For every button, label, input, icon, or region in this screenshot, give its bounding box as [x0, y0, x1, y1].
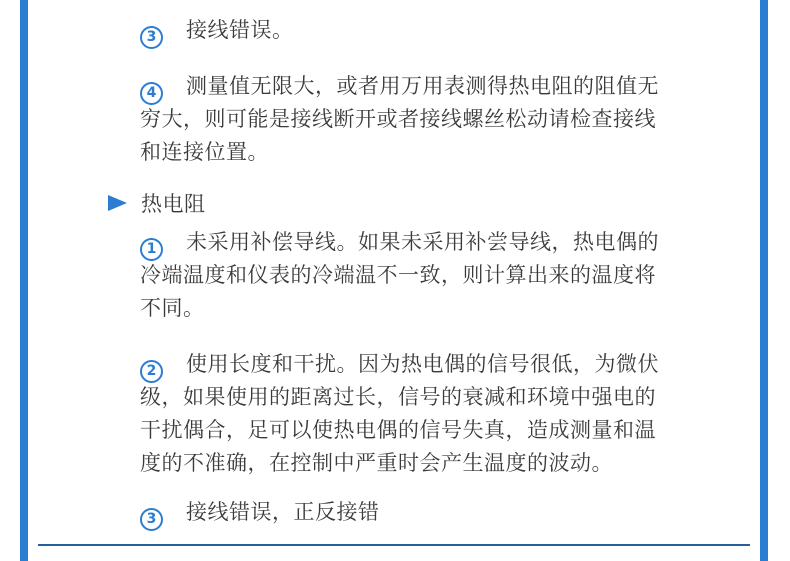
item-text-line: 和连接位置。: [140, 140, 269, 164]
list-item: [140, 70, 680, 169]
item-text-line: 接线错误，正反接错: [186, 500, 380, 524]
item-text-line: 接线错误。: [186, 18, 294, 42]
item-text-line: 使用长度和干扰。因为热电偶的信号很低，为微伏: [186, 352, 659, 376]
item-text-line: 测量值无限大，或者用万用表测得热电阻的阻值无: [186, 74, 659, 98]
item-number-badge: 1: [140, 238, 163, 261]
right-border-bar: [760, 0, 768, 561]
item-text-line: 冷端温度和仪表的冷端温不一致，则计算出来的温度将: [140, 263, 656, 287]
left-border-bar: [20, 0, 28, 561]
list-item: [140, 348, 680, 480]
list-item: [140, 14, 680, 47]
item-text-line: 穷大，则可能是接线断开或者接线螺丝松动请检查接线: [140, 107, 656, 131]
item-text-line: 不同。: [140, 296, 205, 320]
list-item: [140, 496, 680, 529]
item-number-badge: 3: [140, 26, 163, 49]
item-text-line: 未采用补偿导线。如果未采用补尝导线，热电偶的: [186, 230, 659, 254]
item-number-badge: 3: [140, 508, 163, 531]
item-number-badge: 4: [140, 82, 163, 105]
item-text-line: 度的不准确，在控制中严重时会产生温度的波动。: [140, 451, 613, 475]
section-header: [108, 186, 206, 219]
item-number-badge: 2: [140, 360, 163, 383]
item-text-line: 干扰偶合，足可以使热电偶的信号失真，造成测量和温: [140, 418, 656, 442]
arrow-right-icon: [108, 195, 127, 211]
list-item: [140, 226, 680, 325]
section-title: 热电阻: [141, 191, 206, 216]
bottom-divider: [38, 544, 750, 546]
item-text-line: 级，如果使用的距离过长，信号的衰减和环境中强电的: [140, 385, 656, 409]
